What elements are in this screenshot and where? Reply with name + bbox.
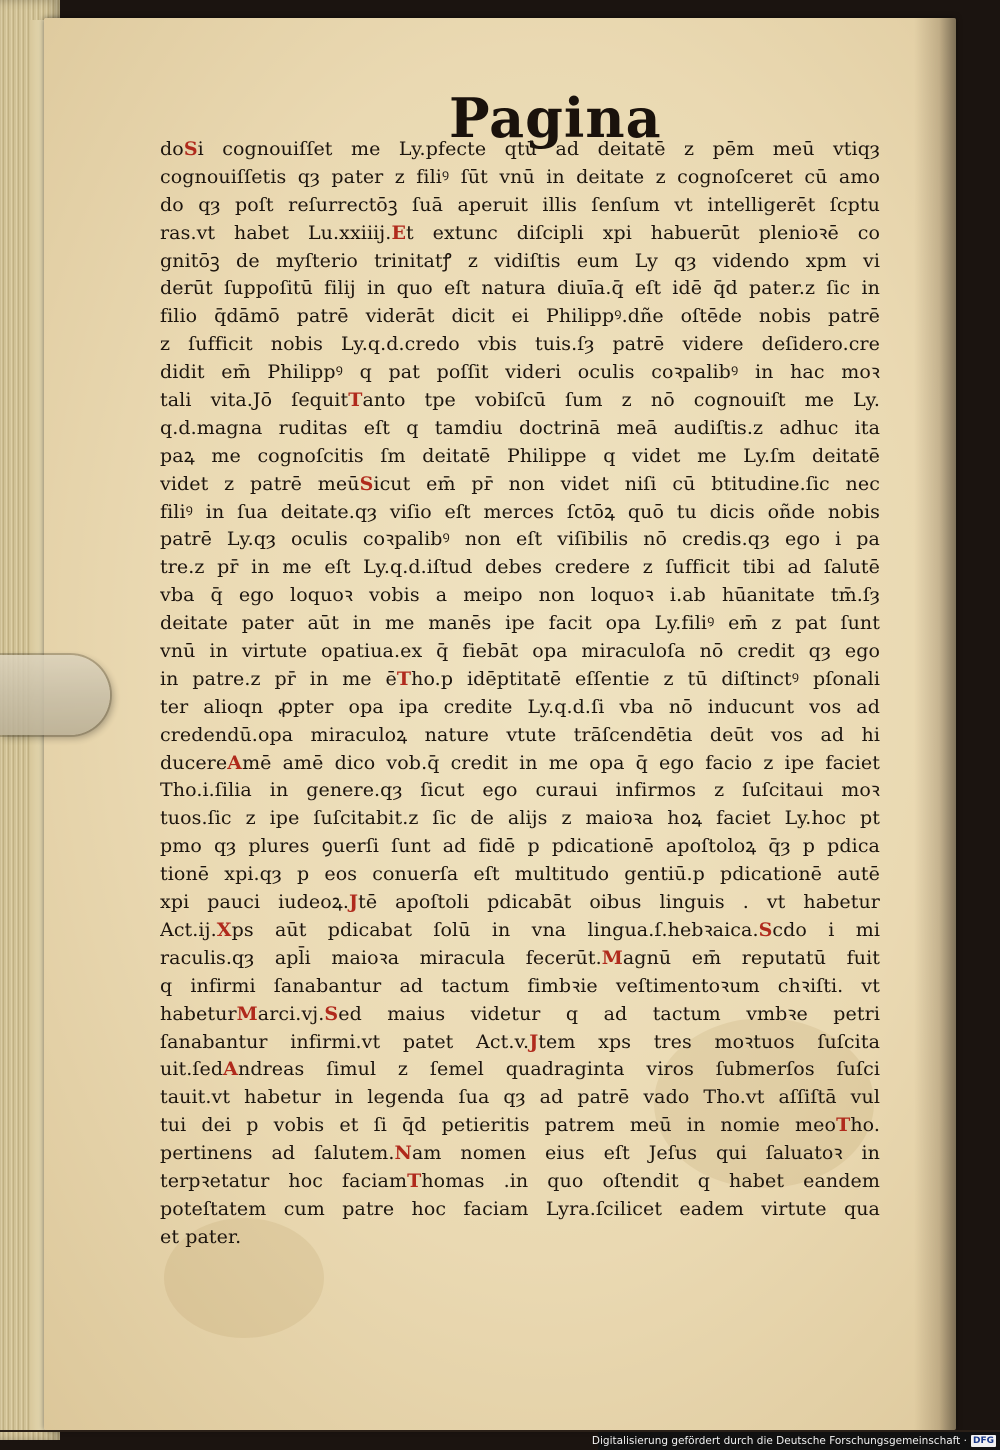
rubricated-initial: A [227, 751, 243, 774]
line-text: filio q̄dāmō patrē viderāt dicit ei Philippꝰ.dñe oſtēde nobis patrē [160, 305, 880, 328]
line-text: tionē xpi.qȝ p eos conuerſa eſt multitudo gentiū.p pdicationē autē [160, 863, 880, 886]
line-text: homas .in quo oſtendit q habet eandem [421, 1169, 880, 1192]
line-text: xpi pauci iudeoꝝ. [160, 891, 349, 914]
line-text: derūt ſuppoſitū filij in quo eſt natura diuīa.q̄ eſt idē q̄d pater.z ſic in [160, 277, 880, 300]
book-clamp [0, 655, 110, 735]
line-text: tui dei p vobis et ſi q̄d petieritis patrem meū in nomie meo [160, 1114, 837, 1137]
line-text: do [160, 138, 184, 160]
line-text: Tho.i.ſilia in genere.qȝ ſicut ego curaui infirmos z ſuſcitaui moꝛ [160, 779, 880, 802]
text-line [160, 638, 880, 666]
text-line [160, 443, 880, 471]
rubricated-initial: S [758, 918, 773, 941]
line-text: gnitōꝫ de myſterio trinitatꝭ z vidiſtis eum Ly qȝ videndo xpm vi [160, 249, 880, 272]
digitization-credit-bar [591, 1432, 1000, 1450]
text-line [160, 164, 880, 192]
line-text: ſanabantur infirmi.vt patet Act.v. [160, 1030, 530, 1053]
line-text: am nomen eius eſt Jeſus qui ſaluatoꝛ in [411, 1142, 880, 1165]
rubricated-initial: E [391, 221, 407, 244]
text-line [160, 805, 880, 833]
line-text: didit em̄ Philippꝰ q pat poſſit videri oculis coꝛpalibꝰ in hac moꝛ [160, 361, 880, 384]
text-line [160, 917, 880, 945]
text-line [160, 192, 880, 220]
line-text: vba q̄ ego loquoꝛ vobis a meipo non loquoꝛ i.ab hūanitate tm̄.ſȝ [160, 584, 880, 607]
line-text: tre.z pr̄ in me eſt Ly.q.d.iſtud debes credere z ſufficit tibi ad ſalutē [160, 556, 880, 579]
line-text: ducere [160, 751, 228, 774]
text-line [160, 1224, 880, 1252]
text-line [160, 471, 880, 499]
rubricated-initial: T [348, 389, 363, 412]
line-text: cdo i mi [772, 918, 880, 941]
rubricated-initial: T [407, 1169, 422, 1192]
page-gutter-shadow [914, 18, 956, 1430]
text-line [160, 1029, 880, 1057]
line-text: paꝝ me cognoſcitis ſm deitatē Philippe q videt me Ly.ſm deitatē [160, 444, 880, 467]
text-line [160, 331, 880, 359]
text-line [160, 220, 880, 248]
line-text: ho. [850, 1114, 880, 1137]
rubricated-initial: S [324, 1002, 339, 1025]
line-text: tē apoſtoli pdicabāt oibus linguis . vt habetur [358, 891, 880, 914]
rubricated-initial: A [223, 1058, 238, 1081]
text-line [160, 275, 880, 303]
line-text: mē amē dico vob.q̄ credit in me opa q̄ ego facio z ipe faciet [242, 751, 880, 774]
line-text: patrē Ly.qȝ oculis coꝛpalibꝰ non eſt viſibilis nō credis.qȝ ego i pa [160, 528, 880, 551]
line-text: ed maius videtur q ad tactum vmbꝛe petri [338, 1002, 880, 1025]
line-text: in patre.z pr̄ in me ē [160, 667, 397, 690]
text-line [160, 415, 880, 443]
line-text: arci.vj. [257, 1002, 325, 1025]
line-text: ps aūt pdicabat ſolū in vna lingua.ſ.hebꝛaica. [231, 918, 759, 941]
text-line [160, 554, 880, 582]
line-text: vnū in virtute opatiua.ex q̄ fiebāt opa miraculoſa nō credit qȝ ego [160, 640, 880, 663]
line-text: z ſufficit nobis Ly.q.d.credo vbis tuis.ſȝ patrē videre deſidero.cre [160, 333, 880, 356]
text-line [160, 387, 880, 415]
rubricated-initial: S [359, 472, 374, 495]
line-text: q.d.magna ruditas eſt q tamdiu doctrinā meā audiſtis.z adhuc ita [160, 416, 880, 439]
text-line [160, 889, 880, 917]
rubricated-initial: N [394, 1142, 412, 1165]
line-text: tem xps tres moꝛtuos ſuſcita [538, 1030, 880, 1053]
line-text: pertinens ad ſalutem. [160, 1142, 395, 1165]
text-line [160, 861, 880, 889]
text-line [160, 666, 880, 694]
line-text: pmo qȝ plures ꝯuerſi ſunt ad fidē p pdicationē apoſtoloꝝ q̄ȝ p pdica [160, 835, 880, 858]
rubricated-initial: S [183, 138, 198, 160]
text-line [160, 610, 880, 638]
rubricated-initial: J [529, 1030, 539, 1053]
digitization-credit: Digitalisierung gefördert durch die Deutsche Forschungsgemeinschaft [591, 1435, 961, 1447]
line-text: tuos.ſic z ipe ſuſcitabit.z ſic de alijs z maioꝛa hoꝝ faciet Ly.hoc pt [160, 807, 880, 830]
line-text: videt z patrē meū [160, 472, 360, 495]
line-text: habetur [160, 1002, 237, 1025]
text-line [160, 833, 880, 861]
text-line [160, 248, 880, 276]
line-text: uit.ſed [160, 1058, 224, 1081]
rubricated-initial: T [396, 667, 412, 690]
text-line [160, 1084, 880, 1112]
text-line [160, 945, 880, 973]
rubricated-initial: M [236, 1002, 258, 1025]
rubricated-initial: T [836, 1114, 851, 1137]
text-line [160, 1001, 880, 1029]
line-text: raculis.qȝ apl̄i maioꝛa miracula fecerūt. [160, 946, 602, 969]
line-text: ter alioqn ꝓpter opa ipa credite Ly.q.d.ſi vba nō inducunt vos ad [160, 695, 880, 718]
text-line [160, 499, 880, 527]
line-text: tali vita.Jō ſequit [160, 389, 349, 412]
running-head-text: Pagina [449, 86, 662, 150]
rubricated-initial: J [349, 891, 359, 914]
line-text: cognouiſſetis qȝ pater z filiꝰ ſūt vnū in deitate z cognoſceret cū amo [160, 165, 880, 188]
text-line [160, 526, 880, 554]
line-text: q infirmi ſanabantur ad tactum fimbꝛie veſtimentoꝛum chꝛiſti. vt [160, 974, 880, 997]
text-line [160, 582, 880, 610]
text-line [160, 1056, 880, 1084]
text-line [160, 777, 880, 805]
text-line [160, 750, 880, 778]
line-text: anto tpe vobiſcū ſum z nō cognouiſt me Ly. [362, 389, 880, 412]
text-line [160, 973, 880, 1001]
line-text: i cognouiſſet me Ly.pfecte qtū ad deitatē z pēm meū vtiqȝ [197, 138, 880, 160]
text-line [160, 1168, 880, 1196]
text-line [160, 1140, 880, 1168]
line-text: poteſtatem cum patre hoc faciam Lyra.ſcilicet eadem virtute qua [160, 1197, 880, 1220]
line-text: do qȝ poſt reſurrectōꝫ ſuā aperuit illis ſenſum vt intelligerēt ſcptu [160, 193, 880, 216]
line-text: ras.vt habet Lu.xxiiij. [160, 221, 392, 244]
line-text: ndreas ſimul z ſemel quadraginta viros ſubmerſos ſuſci [237, 1058, 880, 1081]
line-text: filiꝰ in ſua deitate.qȝ viſio eſt merces ſctōꝝ quō tu dicis oñde nobis [160, 500, 880, 523]
line-text: t extunc diſcipli xpi habuerūt plenioꝛē co [406, 221, 880, 244]
line-text: credendū.opa miraculoꝝ nature vtute trāſcendētia deūt vos ad hi [160, 723, 880, 746]
credit-separator: · [960, 1435, 967, 1447]
line-text: deitate pater aūt in me manēs ipe facit opa Ly.filiꝰ em̄ z pat ſunt [160, 612, 880, 635]
line-text: Act.ij. [160, 918, 217, 941]
text-column [160, 136, 880, 1252]
line-text: ho.p idēptitatē eſſentie z tū diſtinctꝰ pſonali [411, 667, 880, 690]
line-text: et pater. [160, 1225, 242, 1248]
text-line [160, 359, 880, 387]
rubricated-initial: X [216, 918, 232, 941]
text-line [160, 1196, 880, 1224]
text-line [160, 136, 880, 164]
text-line [160, 694, 880, 722]
text-line [160, 303, 880, 331]
dfg-logo-icon: DFG [972, 1436, 994, 1446]
line-text: tauit.vt habetur in legenda ſua qȝ ad patrē vado Tho.vt aſſiſtā vul [160, 1086, 880, 1109]
text-line [160, 722, 880, 750]
rubricated-initial: M [601, 946, 623, 969]
line-text: terpꝛetatur hoc faciam [160, 1169, 408, 1192]
text-line [160, 1112, 880, 1140]
line-text: agnū em̄ reputatū fuit [622, 946, 880, 969]
line-text: icut em̄ pr̄ non videt niſi cū btitudine.ſic nec [373, 472, 880, 495]
